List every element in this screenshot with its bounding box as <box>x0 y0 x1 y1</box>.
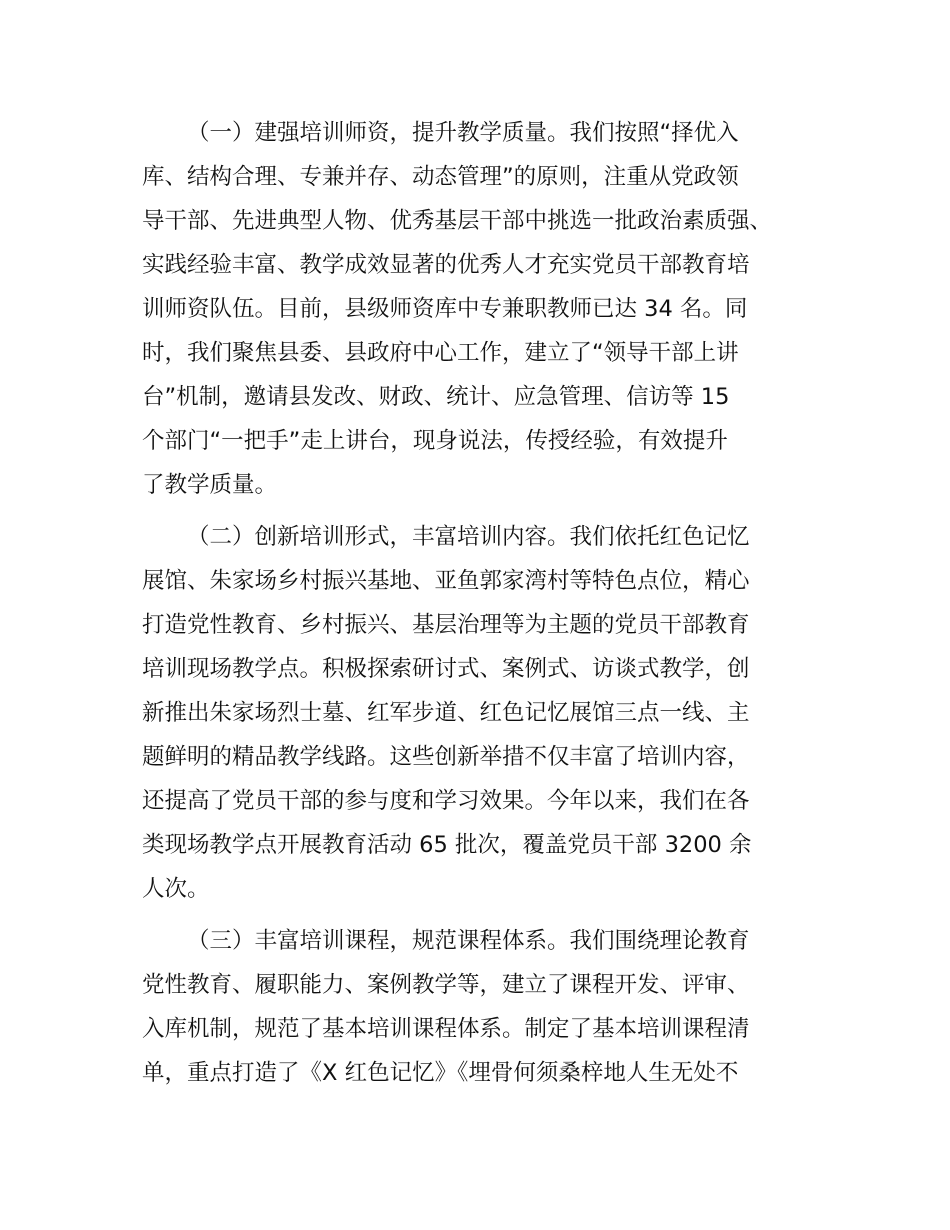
paragraph-2-line-7: 还提高了党员干部的参与度和学习效果。今年以来，我们在各 <box>142 788 750 814</box>
paragraph-2-line-3: 打造党性教育、乡村振兴、基层治理等为主题的党员干部教育 <box>142 612 750 638</box>
paragraph-1-line-8: 个部门“一把手”走上讲台，现身说法，传授经验，有效提升 <box>142 428 728 454</box>
paragraph-2-line-4: 培训现场教学点。积极探索研讨式、案例式、访谈式教学，创 <box>142 656 750 682</box>
paragraph-3-line-2: 党性教育、履职能力、案例教学等，建立了课程开发、评审、 <box>142 972 750 998</box>
paragraph-1-line-1: （一）建强培训师资，提升教学质量。我们按照“择优入 <box>187 120 739 146</box>
paragraph-1-line-5: 训师资队伍。目前，县级师资库中专兼职教师已达 34 名。同 <box>142 296 748 322</box>
paragraph-2-line-1: （二）创新培训形式，丰富培训内容。我们依托红色记忆 <box>187 524 750 550</box>
paragraph-2-line-2: 展馆、朱家场乡村振兴基地、亚鱼郭家湾村等特色点位，精心 <box>142 568 750 594</box>
paragraph-1-line-2: 库、结构合理、专兼并存、动态管理”的原则，注重从党政领 <box>142 164 739 190</box>
paragraph-3-line-4: 单，重点打造了《X 红色记忆》《埋骨何须桑梓地人生无处不 <box>142 1060 739 1086</box>
paragraph-1-line-6: 时，我们聚焦县委、县政府中心工作，建立了“领导干部上讲 <box>142 340 739 366</box>
paragraph-3-line-3: 入库机制，规范了基本培训课程体系。制定了基本培训课程清 <box>142 1016 750 1042</box>
paragraph-2-line-8: 类现场教学点开展教育活动 65 批次，覆盖党员干部 3200 余 <box>142 832 752 858</box>
paragraph-3-line-1: （三）丰富培训课程，规范课程体系。我们围绕理论教育 <box>187 928 750 954</box>
paragraph-2-line-6: 题鲜明的精品教学线路。这些创新举措不仅丰富了培训内容， <box>142 744 750 770</box>
paragraph-1-line-4: 实践经验丰富、教学成效显著的优秀人才充实党员干部教育培 <box>142 252 750 278</box>
paragraph-2-line-9: 人次。 <box>142 876 210 902</box>
paragraph-1-line-7: 台”机制，邀请县发改、财政、统计、应急管理、信访等 15 <box>142 384 730 410</box>
paragraph-1-line-9: 了教学质量。 <box>142 472 278 498</box>
paragraph-2-line-5: 新推出朱家场烈士墓、红军步道、红色记忆展馆三点一线、主 <box>142 700 750 726</box>
paragraph-1-line-3: 导干部、先进典型人物、优秀基层干部中挑选一批政治素质强、 <box>142 208 773 234</box>
